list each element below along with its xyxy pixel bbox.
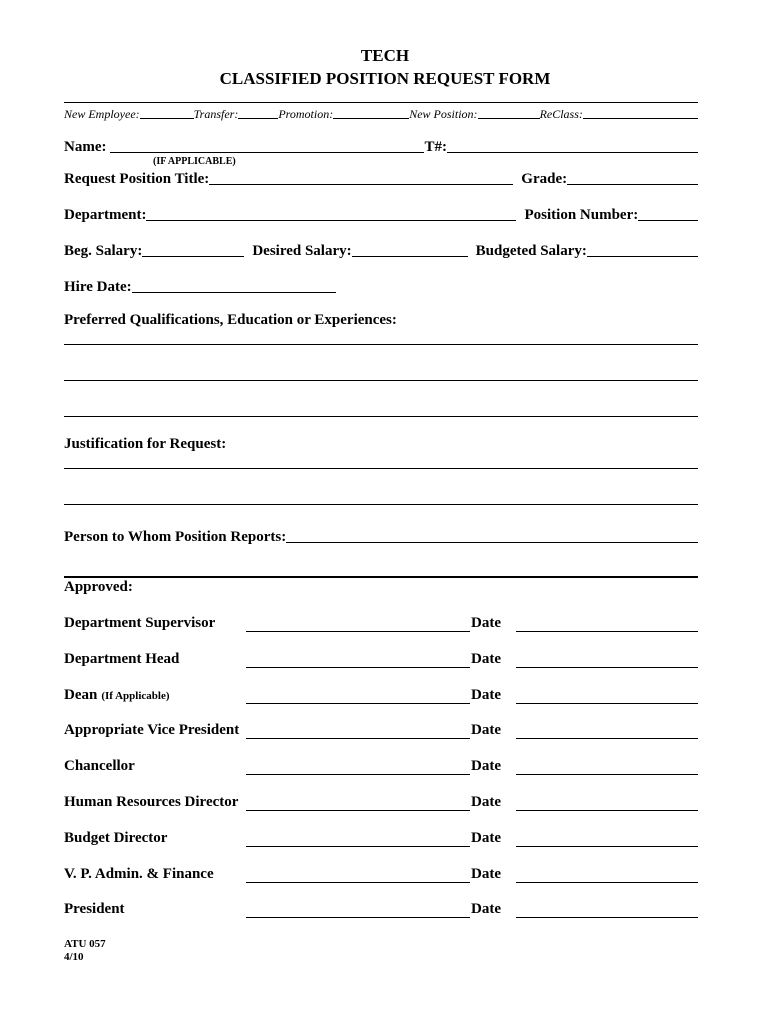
position-number-label: Position Number: [524,207,639,223]
date-label: Date [471,687,501,703]
date-label: Date [471,901,501,917]
new-employee-label: New Employee: [64,107,140,121]
signature-line[interactable] [246,738,470,739]
new-position-label: New Position: [409,107,478,121]
date-line[interactable] [516,703,698,704]
signature-line[interactable] [246,774,470,775]
date-line[interactable] [516,667,698,668]
approval-title-text: President [64,901,125,917]
signature-line[interactable] [246,846,470,847]
date-label: Date [471,722,501,738]
qualifications-line-3[interactable] [64,416,698,417]
approved-heading: Approved: [64,579,133,595]
approval-title-text: Appropriate Vice President [64,722,240,738]
approval-title-text: Department Supervisor [64,615,216,631]
form-title-line1: TECH [360,46,410,65]
approval-title [64,901,125,918]
request-title-field[interactable] [209,171,513,185]
approval-title [64,615,215,632]
position-title-row [64,168,698,188]
date-line[interactable] [516,846,698,847]
grade-label: Grade: [521,171,568,187]
approval-title [64,866,214,883]
date-line[interactable] [516,810,698,811]
approval-title-text: Chancellor [64,758,135,774]
form-title-line2: CLASSIFIED POSITION REQUEST FORM [219,69,551,88]
approval-title-text: Human Resources Director [64,794,239,810]
date-line[interactable] [516,882,698,883]
desired-salary-label: Desired Salary: [252,243,352,259]
date-label: Date [471,866,501,882]
name-label: Name: [64,139,107,155]
desired-salary-field[interactable] [352,243,468,257]
date-line[interactable] [516,631,698,632]
approval-title [64,794,238,811]
name-row [64,136,698,156]
approval-title [64,722,239,739]
promotion-field[interactable] [333,105,409,119]
name-field[interactable] [110,139,424,153]
date-label: Date [471,651,501,667]
budgeted-salary-field[interactable] [587,243,698,257]
approval-title-note: (If Applicable) [101,690,170,702]
transfer-field[interactable] [238,105,278,119]
signature-line[interactable] [246,810,470,811]
approval-title-text: Department Head [64,651,180,667]
department-label: Department: [64,207,147,223]
justification-label: Justification for Request: [64,436,227,452]
approval-title [64,830,167,847]
form-code: ATU 057 [64,938,106,950]
signature-line[interactable] [246,882,470,883]
approval-title-text: V. P. Admin. & Finance [64,866,214,882]
position-number-field[interactable] [638,207,698,221]
signature-line[interactable] [246,667,470,668]
approval-title-text: Budget Director [64,830,168,846]
t-number-label: T#: [424,139,447,155]
date-label: Date [471,615,501,631]
hire-date-field[interactable] [132,279,336,293]
request-title-label: Request Position Title: [64,171,210,187]
reclass-label: ReClass: [539,107,583,121]
budgeted-salary-label: Budgeted Salary: [475,243,587,259]
date-line[interactable] [516,774,698,775]
form-revision: 4/10 [64,951,84,963]
promotion-label: Promotion: [278,107,334,121]
approval-title [64,758,135,775]
date-line[interactable] [516,738,698,739]
approval-title-text: Dean [64,687,98,703]
approval-title [64,687,170,704]
t-number-field[interactable] [447,139,698,153]
qualifications-label: Preferred Qualifications, Education or Experiences: [64,312,397,328]
qualifications-line-1[interactable] [64,344,698,345]
department-field[interactable] [146,207,516,221]
hire-date-label: Hire Date: [64,279,132,295]
hire-date-row [64,276,336,296]
salary-row [64,240,698,260]
justification-line-1[interactable] [64,468,698,469]
request-type-row [64,106,698,122]
beg-salary-field[interactable] [142,243,244,257]
signature-line[interactable] [246,631,470,632]
date-line[interactable] [516,917,698,918]
signature-line[interactable] [246,703,470,704]
approval-title [64,651,179,668]
reclass-field[interactable] [583,105,698,119]
date-label: Date [471,758,501,774]
section-divider [64,576,698,578]
department-row [64,204,698,224]
reports-to-row [64,526,698,546]
reports-to-label: Person to Whom Position Reports: [64,529,287,545]
if-applicable-note: (IF APPLICABLE) [153,156,236,167]
header-rule [64,102,698,103]
justification-line-2[interactable] [64,504,698,505]
grade-field[interactable] [567,171,698,185]
beg-salary-label: Beg. Salary: [64,243,143,259]
transfer-label: Transfer: [193,107,239,121]
date-label: Date [471,794,501,810]
date-label: Date [471,830,501,846]
reports-to-field[interactable] [286,529,698,543]
new-position-field[interactable] [478,105,540,119]
new-employee-field[interactable] [140,105,194,119]
signature-line[interactable] [246,917,470,918]
qualifications-line-2[interactable] [64,380,698,381]
